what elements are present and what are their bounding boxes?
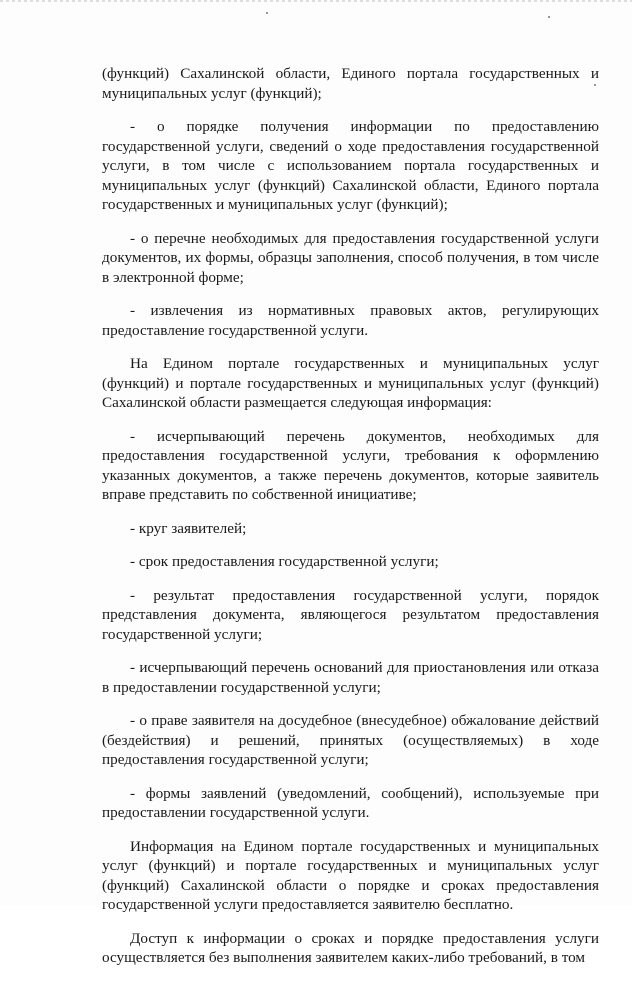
paragraph-legal-extracts: - извлечения из нормативных правовых актов, регулирующих предоставление государственной услуги. [102,302,599,339]
paragraph-service-result: - результат предоставления государственной услуги, порядок представления документа, являющегося результатом предоставления государственной услуги; [102,586,599,643]
paragraph-refusal-grounds: - исчерпывающий перечень оснований для приостановления или отказа в предоставлении государственной услуги; [102,659,599,696]
paragraph-applicants: - круг заявителей; [130,519,247,537]
paragraph-access-information: Доступ к информации о сроках и порядке предоставления услуги осуществляется без выполнения заявителем каких-либо требований, в том [102,929,599,966]
paragraph-info-order: - о порядке получения информации по предоставлению государственной услуги, сведений о ходе предоставления государственной услуги, в том числе с использованием портала государственных и муниципальных услуг (функций) Сахалинской области, Единого портала государственных и муниципальных услуг (функций); [102,118,599,213]
paragraph-continuation: (функций) Сахалинской области, Единого портала государственных и муниципальных услуг (функций); [102,65,599,102]
paragraph-exhaustive-documents: - исчерпывающий перечень документов, необходимых для предоставления государственной услуги, требования к оформлению указанных документов, а также перечень документов, которые заявитель вправе представить по собственной инициативе; [102,427,599,503]
paragraph-free-information: Информация на Едином портале государственных и муниципальных услуг (функций) и портале государственных и муниципальных услуг (функций) Сахалинской области о порядке и сроках предоставления государственной услуги предоставляется заявителю бесплатно. [102,837,599,913]
paragraph-portal-info: На Едином портале государственных и муниципальных услуг (функций) и портале государственных и муниципальных услуг (функций) Сахалинской области размещается следующая информация: [102,355,599,411]
paragraph-documents-list: - о перечне необходимых для предоставления государственной услуги документов, их формы, образцы заполнения, способ получения, в том числе в электронной форме; [102,229,599,286]
scan-speck [266,12,268,14]
paragraph-appeal-right: - о праве заявителя на досудебное (внесудебное) обжалование действий (бездействия) и решений, принятых (осуществляемых) в ходе предоставления государственной услуги; [102,712,599,768]
paragraph-application-forms: - формы заявлений (уведомлений, сообщений), используемые при предоставлении государственной услуги. [102,784,599,821]
document-body [102,64,599,982]
scan-top-edge [0,0,632,2]
scan-speck [548,16,550,18]
paragraph-service-term: - срок предоставления государственной услуги; [130,553,439,570]
